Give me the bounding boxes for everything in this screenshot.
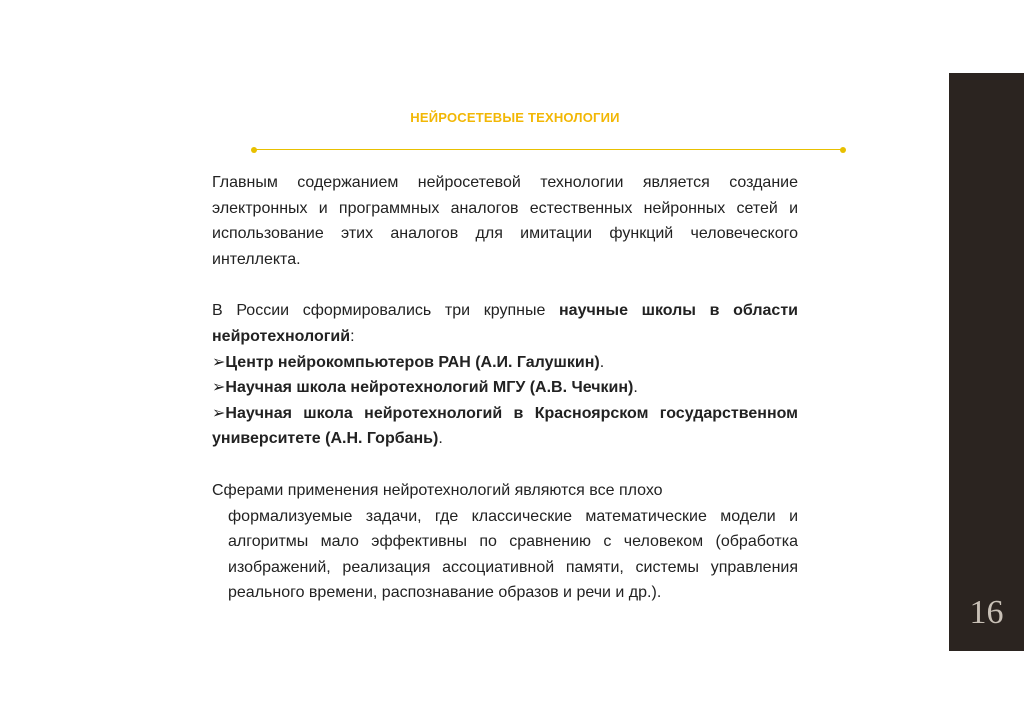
paragraph-applications: формализуемые задачи, где классические математические модели и алгоритмы мало эффективны по сравнению с человеком (обработка изображений, реализация ассоциативной памяти, системы управления реального времени, распознавание образов и речи и др.). [228, 507, 798, 602]
list-item [212, 401, 798, 452]
list-item [212, 350, 798, 376]
arrow-bullet-icon: ➢ [212, 379, 226, 397]
slide-title: НЕЙРОСЕТЕВЫЕ ТЕХНОЛОГИИ [410, 110, 620, 125]
arrow-bullet-icon: ➢ [212, 353, 226, 371]
paragraph-schools [212, 298, 798, 349]
arrow-bullet-icon: ➢ [212, 404, 226, 422]
divider-dot-right [840, 147, 846, 153]
page-number-sidebar [949, 73, 1024, 651]
page-number: 16 [969, 594, 1004, 631]
divider-dot-left [251, 147, 257, 153]
schools-highlight: научные школы в области нейротехнологий [212, 302, 799, 345]
slide-body [212, 170, 798, 606]
schools-text: В России сформировались три крупные [212, 302, 559, 320]
title-divider [254, 149, 843, 150]
list-item [212, 375, 798, 401]
paragraph-applications-lead: Сферами применения нейротехнологий являются все плохо [212, 481, 663, 499]
list-item-text: Научная школа нейротехнологий МГУ (А.В. Чечкин) [225, 379, 634, 397]
paragraph-intro: Главным содержанием нейросетевой технологии является создание электронных и программных аналогов естественных нейронных сетей и использование этих аналогов для имитации функций человеческого интеллекта. [212, 174, 798, 268]
list-item-text: Центр нейрокомпьютеров РАН (А.И. Галушкин) [225, 353, 600, 371]
list-item-suffix: . [633, 379, 638, 397]
list-item-suffix: . [438, 430, 443, 448]
schools-colon: : [350, 327, 355, 345]
list-item-suffix: . [599, 353, 605, 371]
list-item-text: Научная школа нейротехнологий в Красноярском государственном университете (А.Н. Горбань) [212, 404, 798, 448]
